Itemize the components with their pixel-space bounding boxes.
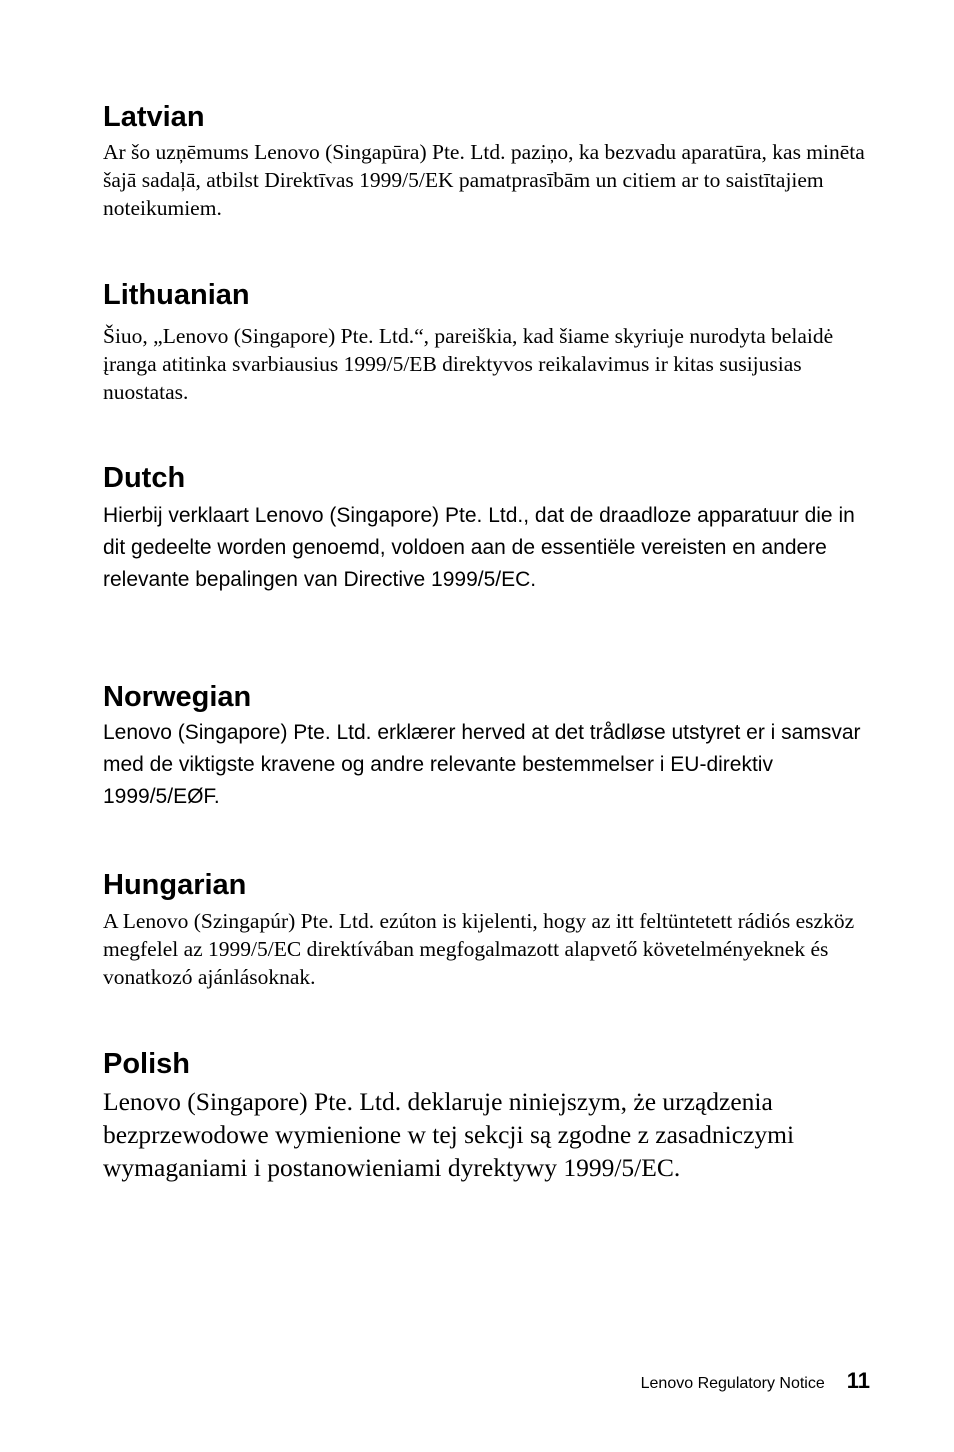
section-body-dutch: Hierbij verklaart Lenovo (Singapore) Pte. Ltd., dat de draadloze apparatuur die in dit gedeelte worden genoemd, voldoen aan de essentiële vereisten en andere relevante bepalingen van Directive 1999/5/EC. xyxy=(103,504,855,591)
section-heading-lithuanian: Lithuanian xyxy=(103,279,250,311)
page-footer xyxy=(641,1368,870,1394)
section-heading-norwegian: Norwegian xyxy=(103,681,252,713)
section-latvian xyxy=(103,100,878,222)
section-body-lithuanian: Šiuo, „Lenovo (Singapore) Pte. Ltd.“, pareiškia, kad šiame skyriuje nurodyta belaidė įranga atitinka svarbiausius 1999/5/EB direktyvos reikalavimus ir kitas susijusias nuostatas. xyxy=(103,324,834,404)
section-dutch xyxy=(103,461,878,596)
section-polish xyxy=(103,1047,878,1184)
section-lithuanian xyxy=(103,278,878,406)
section-body-latvian: Ar šo uzņēmums Lenovo (Singapūra) Pte. Ltd. paziņo, ka bezvadu aparatūra, kas minēta šajā sadaļā, atbilst Direktīvas 1999/5/EK pamatprasībām un citiem ar to saistītajiem noteikumiem. xyxy=(103,140,865,220)
section-heading-dutch: Dutch xyxy=(103,462,186,494)
page-number: 11 xyxy=(846,1368,870,1393)
section-body-polish: Lenovo (Singapore) Pte. Ltd. deklaruje niniejszym, że urządzenia bezprzewodowe wymienione w tej sekcji są zgodne z zasadniczymi wymaganiami i postanowieniami dyrektywy 1999/5/EC. xyxy=(103,1087,795,1182)
section-body-norwegian: Lenovo (Singapore) Pte. Ltd. erklærer herved at det trådløse utstyret er i samsvar med de viktigste kravene og andre relevante bestemmelser i EU-direktiv 1999/5/EØF. xyxy=(103,721,861,808)
footer-label: Lenovo Regulatory Notice xyxy=(640,1375,825,1392)
section-body-hungarian: A Lenovo (Szingapúr) Pte. Ltd. ezúton is kijelenti, hogy az itt feltüntetett rádiós eszköz megfelel az 1999/5/EC direktívában megfogalmazott alapvető követelményeknek és vonatkozó ajánlásoknak. xyxy=(103,909,855,989)
section-hungarian xyxy=(103,868,878,991)
section-heading-latvian: Latvian xyxy=(103,101,205,133)
section-norwegian xyxy=(103,680,878,813)
section-heading-polish: Polish xyxy=(103,1048,191,1080)
section-heading-hungarian: Hungarian xyxy=(103,869,247,901)
